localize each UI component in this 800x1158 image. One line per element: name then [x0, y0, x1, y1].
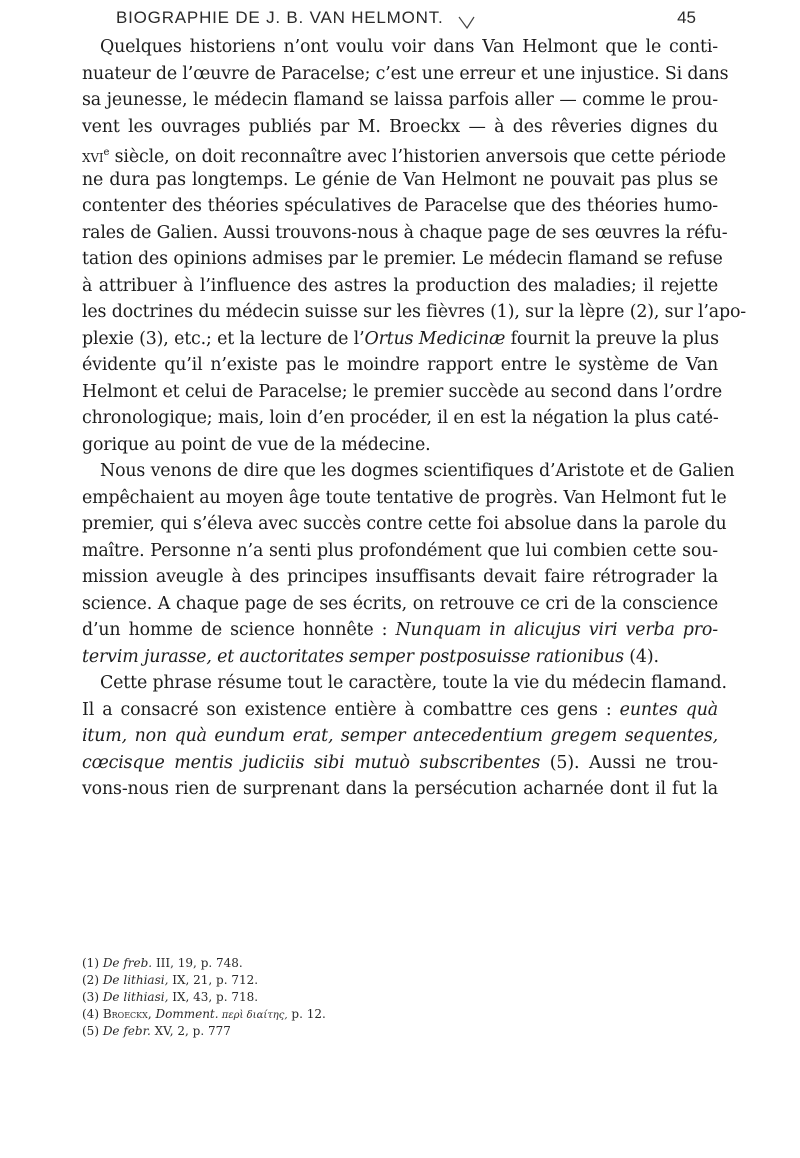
- text-line: [82, 644, 718, 671]
- footnote-2: [82, 972, 718, 989]
- v-mark-icon: [458, 16, 476, 30]
- text-line: contenter des théories spéculatives de Paracelse que des théories humo-: [82, 196, 718, 216]
- footnote-4: [82, 1006, 718, 1023]
- text-line: [82, 617, 718, 644]
- footnote-title: De freb.: [102, 956, 153, 970]
- text-line: science. A chaque page de ses écrits, on retrouve ce cri de la conscience: [82, 593, 718, 614]
- running-head: [116, 6, 696, 32]
- text-line: [82, 697, 718, 724]
- footnote-3: [82, 989, 718, 1006]
- text-line: chronologique; mais, loin d’en procéder, il en est la négation la plus caté-: [82, 408, 719, 428]
- footnote-author: Broeckx,: [102, 1007, 152, 1021]
- text-line: Cette phrase résume tout le caractère, toute la vie du médecin flamand.: [100, 673, 727, 693]
- text-line: rales de Galien. Aussi trouvons-nous à chaque page de ses œuvres la réfu-: [82, 222, 728, 243]
- latin-quote: Nunquam in alicujus viri verba pro-: [395, 620, 718, 640]
- text-line: à attribuer à l’influence des astres la production des maladies; il rejette: [82, 275, 718, 296]
- text-line: [82, 723, 718, 750]
- paragraph-2: [82, 458, 735, 670]
- footnote-number: (2): [82, 973, 103, 987]
- text-run: (4).: [623, 646, 659, 667]
- footnote-5: [82, 1023, 718, 1040]
- latin-quote: euntes quà: [619, 699, 718, 720]
- text-line: Helmont et celui de Paracelse; le premier succède au second dans l’ordre: [82, 381, 723, 402]
- text-line: gorique au point de vue de la médecine.: [82, 434, 431, 455]
- paragraph-1: [82, 34, 747, 458]
- footnote-greek: περὶ διαίτης,: [218, 1010, 288, 1021]
- text-run: d’un homme de science honnête :: [82, 620, 396, 640]
- footnote-ref: IX, 43, p. 718.: [168, 990, 259, 1004]
- text-line: sa jeunesse, le médecin flamand se laissa parfois aller — comme le prou-: [82, 90, 718, 110]
- page-number: 45: [677, 8, 696, 27]
- footnote-ref: IX, 21, p. 712.: [168, 973, 259, 987]
- text-line: ne dura pas longtemps. Le génie de Van Helmont ne pouvait pas plus se: [82, 169, 718, 190]
- century-numeral: xvi: [82, 146, 104, 167]
- text-line: vons-nous rien de surprenant dans la persécution acharnée dont il fut la: [82, 779, 718, 799]
- text-line: évidente qu’il n’existe pas le moindre rapport entre le système de Van: [82, 355, 718, 375]
- text-run: fournit la preuve la plus: [505, 328, 719, 349]
- text-run: Il a consacré son existence entière à combattre ces gens :: [82, 699, 620, 720]
- text-line: tation des opinions admises par le premier. Le médecin flamand se refuse: [82, 249, 723, 269]
- text-line: vent les ouvrages publiés par M. Broeckx — à des rêveries dignes du: [82, 116, 718, 137]
- text-line: empêchaient au moyen âge toute tentative de progrès. Van Helmont fut le: [82, 487, 727, 508]
- footnote-title: Domment.: [151, 1007, 219, 1021]
- latin-quote: cœcisque mentis judiciis sibi mutuò subscribentes: [82, 752, 541, 773]
- latin-quote: tervim jurasse, et auctoritates semper postposuisse rationibus: [82, 646, 624, 667]
- running-title: BIOGRAPHIE DE J. B. VAN HELMONT.: [116, 8, 444, 27]
- text-line: les doctrines du médecin suisse sur les fièvres (1), sur la lèpre (2), sur l’apo-: [82, 302, 747, 322]
- text-line: [82, 750, 718, 777]
- text-line: Quelques historiens n’ont voulu voir dans Van Helmont que le conti-: [100, 37, 718, 57]
- footnote-number: (1): [82, 956, 103, 970]
- footnote-title: De lithiasi,: [102, 973, 169, 987]
- footnote-number: (3): [82, 990, 103, 1004]
- text-run: siècle, on doit reconnaître avec l’historien anversois que cette période: [109, 146, 726, 167]
- footnote-title: De febr.: [102, 1024, 151, 1038]
- footnote-number: (5): [82, 1024, 103, 1038]
- footnote-ref: XV, 2, p. 777: [150, 1024, 231, 1038]
- footnote-title: De lithiasi,: [102, 990, 169, 1004]
- footnotes: [82, 955, 718, 1040]
- book-title: Ortus Medicinæ: [364, 328, 506, 349]
- footnote-ref: p. 12.: [287, 1007, 326, 1021]
- footnote-number: (4): [82, 1007, 103, 1021]
- latin-quote: itum, non quà eundum erat, semper antecedentium gregem sequentes,: [82, 726, 718, 746]
- footnote-ref: III, 19, p. 748.: [152, 956, 243, 970]
- paragraph-3: [82, 670, 727, 803]
- footnote-1: [82, 955, 718, 972]
- text-line: premier, qui s’éleva avec succès contre cette foi absolue dans la parole du: [82, 514, 727, 534]
- superscript: e: [103, 147, 110, 158]
- text-line: [82, 140, 726, 167]
- text-run: (5). Aussi ne trou-: [540, 752, 718, 773]
- body-text: [82, 34, 747, 803]
- text-run: plexie (3), etc.; et la lecture de l’: [82, 328, 365, 349]
- text-line: Nous venons de dire que les dogmes scientifiques d’Aristote et de Galien: [100, 461, 735, 481]
- text-line: maître. Personne n’a senti plus profondément que lui combien cette sou-: [82, 540, 718, 561]
- text-line: [82, 326, 718, 353]
- text-line: mission aveugle à des principes insuffisants devait faire rétrograder la: [82, 567, 718, 587]
- text-line: nuateur de l’œuvre de Paracelse; c’est une erreur et une injustice. Si dans: [82, 63, 729, 84]
